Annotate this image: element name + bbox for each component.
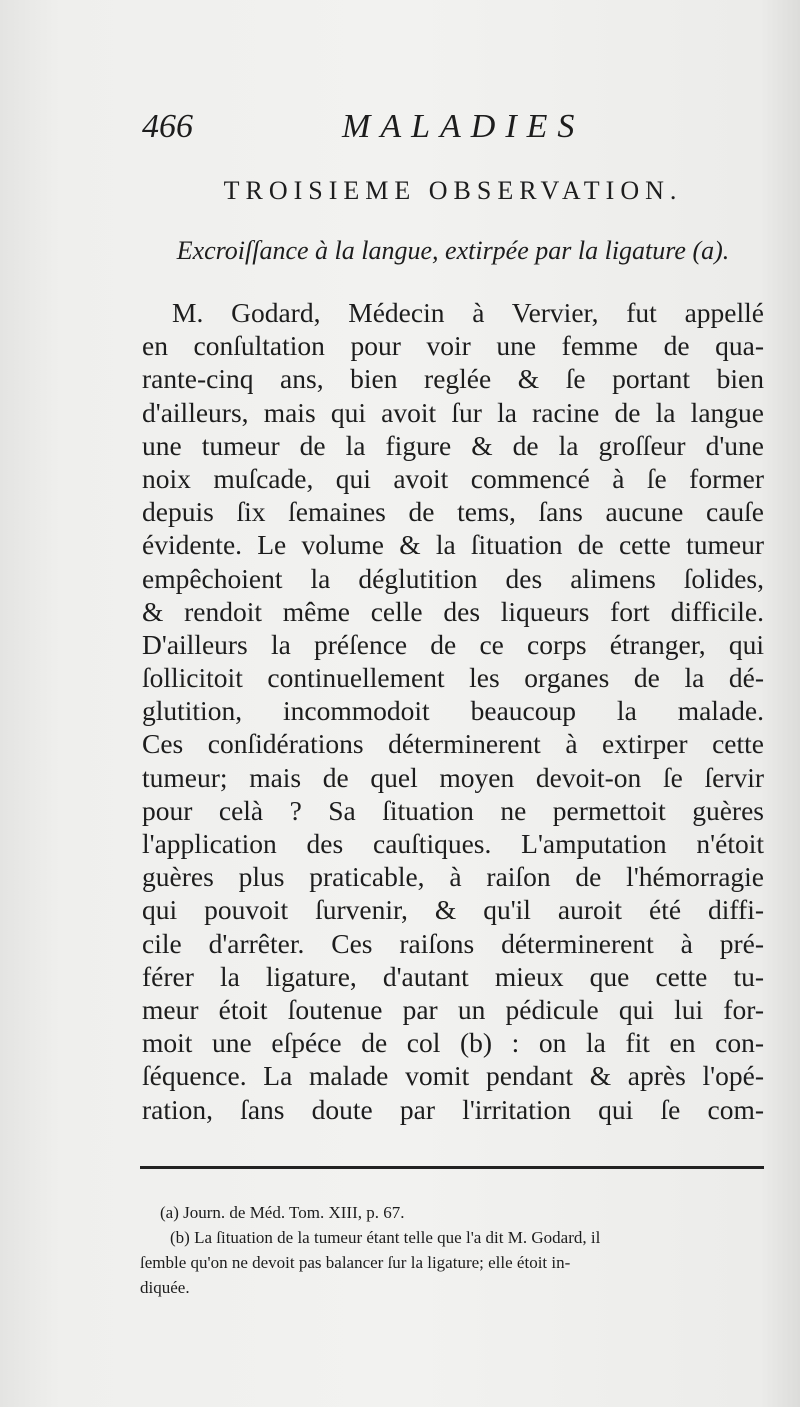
footnote-b-line: diquée. <box>140 1278 190 1297</box>
text-line: pour celà ? Sa ſituation ne permettoit guères <box>142 794 764 826</box>
text-line: rante-cinq ans, bien reglée & ſe portant bien <box>142 363 764 395</box>
footnote-b-line: (b) La ſituation de la tumeur étant telle que l'a dit M. Godard, il <box>170 1228 601 1247</box>
footnotes <box>140 1200 764 1300</box>
text-line: ſéquence. La malade vomit pendant & après l'opé- <box>142 1060 764 1092</box>
text-line: ſollicitoit continuellement les organes de la dé- <box>142 662 764 694</box>
text-line: glutition, incommodoit beaucoup la malade. <box>142 695 764 727</box>
section-title: TROISIEME OBSERVATION. <box>223 176 683 205</box>
page-header <box>142 108 764 152</box>
text-line: en conſultation pour voir une femme de qua- <box>142 330 764 362</box>
text-line: depuis ſix ſemaines de tems, ſans aucune cauſe <box>142 496 764 528</box>
footnote-b-line: ſemble qu'on ne devoit pas balancer ſur la ligature; elle étoit in- <box>140 1253 571 1272</box>
text-line: tumeur; mais de quel moyen devoit-on ſe ſervir <box>142 761 764 793</box>
text-line: & rendoit même celle des liqueurs fort difficile. <box>142 595 764 627</box>
text-line: évidente. Le volume & la ſituation de cette tumeur <box>142 529 764 561</box>
body-paragraph <box>142 296 764 1126</box>
text-line: D'ailleurs la préſence de ce corps étranger, qui <box>142 628 764 660</box>
text-line: Ces conſidérations déterminerent à extirper cette <box>142 728 764 760</box>
page-content <box>142 108 764 1126</box>
text-line: moit une eſpéce de col (b) : on la fit en con- <box>142 1027 764 1059</box>
section-subtitle: Excroiſſance à la langue, extirpée par la ligature (a). <box>176 236 730 265</box>
text-line: M. Godard, Médecin à Vervier, fut appellé <box>172 297 764 328</box>
text-line: férer la ligature, d'autant mieux que cette tu- <box>142 960 764 992</box>
text-line: empêchoient la déglutition des alimens ſolides, <box>142 562 764 594</box>
page-number: 466 <box>142 108 193 145</box>
footnote-b <box>140 1225 764 1300</box>
footnote-a: (a) Journ. de Méd. Tom. XIII, p. 67. <box>160 1203 405 1222</box>
text-line: noix muſcade, qui avoit commencé à ſe former <box>142 462 764 494</box>
text-line: une tumeur de la figure & de la groſſeur d'une <box>142 429 764 461</box>
running-head: MALADIES <box>342 108 585 145</box>
text-line: ration, ſans doute par l'irritation qui ſe com- <box>142 1093 764 1125</box>
text-line: cile d'arrêter. Ces raiſons déterminerent à pré- <box>142 927 764 959</box>
text-line: meur étoit ſoutenue par un pédicule qui lui for- <box>142 993 764 1025</box>
text-line: qui pouvoit ſurvenir, & qu'il auroit été diffi- <box>142 894 764 926</box>
text-line: d'ailleurs, mais qui avoit ſur la racine de la langue <box>142 396 764 428</box>
footnote-rule <box>140 1166 764 1169</box>
text-line: guères plus praticable, à raiſon de l'hémorragie <box>142 861 764 893</box>
text-line: l'application des cauſtiques. L'amputation n'étoit <box>142 828 764 859</box>
